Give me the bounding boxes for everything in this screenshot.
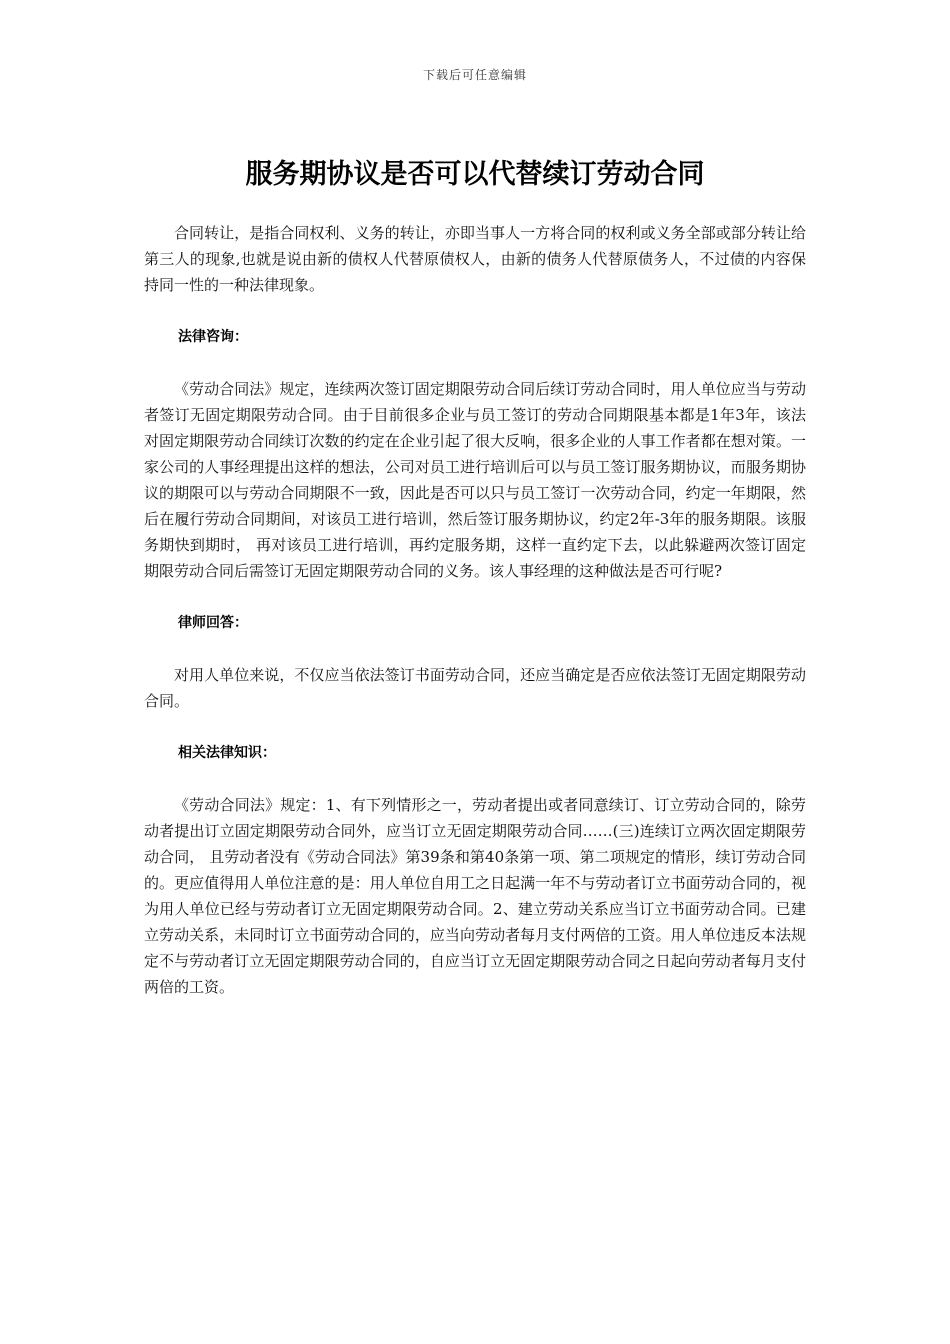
spacer [144, 584, 806, 610]
spacer [144, 714, 806, 740]
header-note: 下载后可任意编辑 [422, 68, 527, 82]
spacer [144, 298, 806, 324]
spacer [144, 350, 806, 376]
spacer [144, 636, 806, 662]
consultation-paragraph: 《劳动合同法》规定，连续两次签订固定期限劳动合同后续订劳动合同时，用人单位应当与劳动者签订无固定期限劳动合同。由于目前很多企业与员工签订的劳动合同期限基本都是1年3年，该法对固定期限劳动合同续订次数的约定在企业引起了很大反响，很多企业的人事工作者都在想对策。一家公司的人事经理提出这样的想法，公司对员工进行培训后可以与员工签订服务期协议，而服务期协议的期限可以与劳动合同期限不一致，因此是否可以只与员工签订一次劳动合同，约定一年期限，然后在履行劳动合同期间，对该员工进行培训，然后签订服务期协议，约定2年-3年的服务期限。该服务期快到期时， 再对该员工进行培训，再约定服务期，这样一直约定下去，以此躲避两次签订固定期限劳动合同后需签订无固定期限劳动合同的义务。该人事经理的这种做法是否可行呢? [144, 380, 806, 580]
spacer [144, 766, 806, 792]
lawyer-answer-paragraph: 对用人单位来说，不仅应当依法签订书面劳动合同，还应当确定是否应依法签订无固定期限劳动合同。 [144, 666, 806, 710]
section-heading-lawyer-answer: 律师回答： [178, 615, 248, 631]
document-body [144, 220, 806, 1000]
section-heading-related-law: 相关法律知识： [178, 745, 276, 761]
section-heading-consultation: 法律咨询： [178, 329, 248, 345]
related-law-paragraph: 《劳动合同法》规定：1、有下列情形之一，劳动者提出或者同意续订、订立劳动合同的，除劳动者提出订立固定期限劳动合同外，应当订立无固定期限劳动合同……(三)连续订立两次固定期限劳动合同， 且劳动者没有《劳动合同法》第39条和第40条第一项、第二项规定的情形，续订劳动合同的。更应值得用人单位注意的是：用人单位自用工之日起满一年不与劳动者订立书面劳动合同的，视为用人单位已经与劳动者订立无固定期限劳动合同。2、建立劳动关系应当订立书面劳动合同。已建立劳动关系，未同时订立书面劳动合同的，应当向劳动者每月支付两倍的工资。用人单位违反本法规定不与劳动者订立无固定期限劳动合同的，自应当订立无固定期限劳动合同之日起向劳动者每月支付两倍的工资。 [144, 796, 806, 996]
document-title: 服务期协议是否可以代替续订劳动合同 [245, 159, 705, 190]
intro-paragraph: 合同转让，是指合同权利、义务的转让，亦即当事人一方将合同的权利或义务全部或部分转让给第三人的现象,也就是说由新的债权人代替原债权人，由新的债务人代替原债务人，不过债的内容保持同一性的一种法律现象。 [144, 224, 806, 294]
